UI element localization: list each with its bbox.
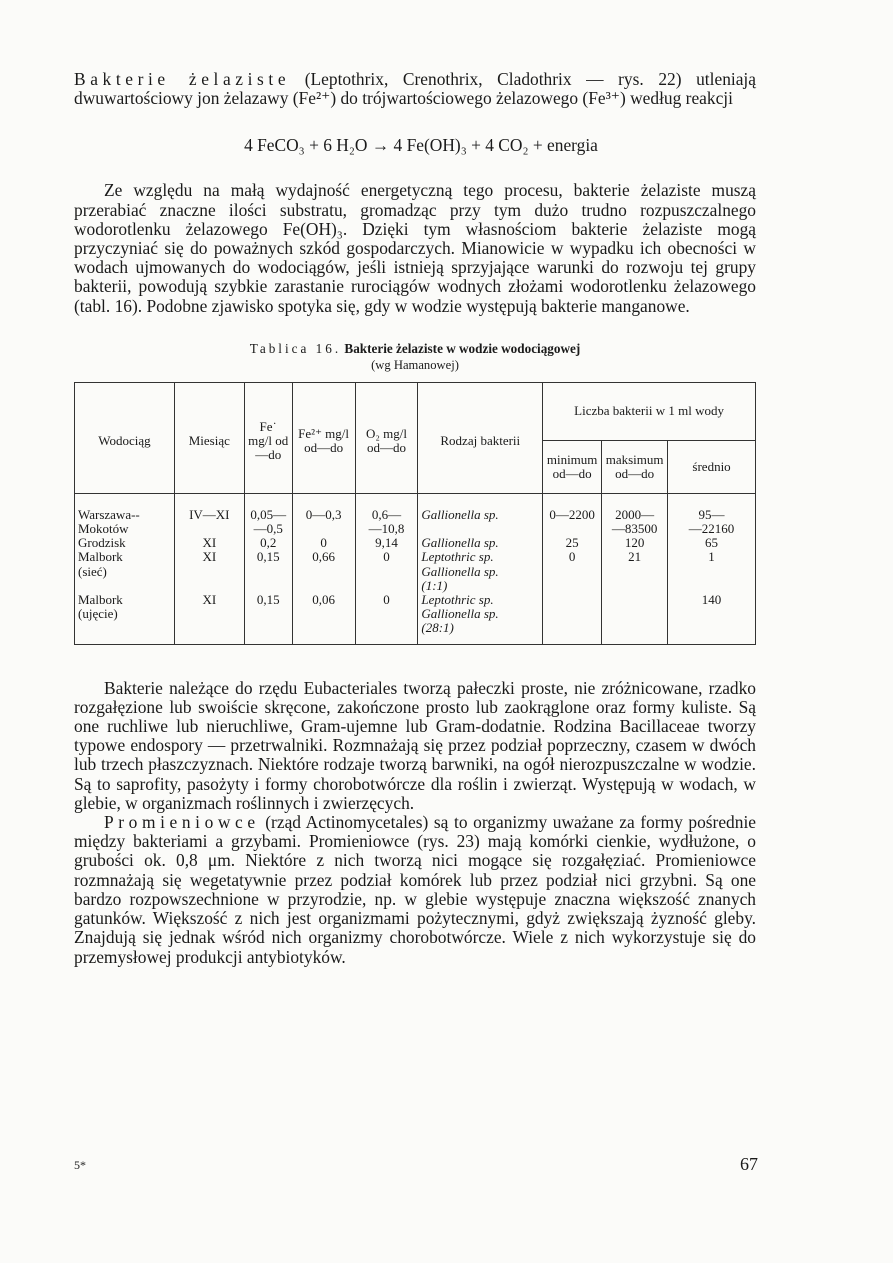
header-liczba: Liczba bakterii w 1 ml wody (543, 382, 756, 440)
signature-mark: 5* (74, 1158, 86, 1172)
cell-fe2: 0,66 (292, 550, 355, 593)
cell-fe: 0,15 (244, 550, 292, 593)
cell-wod: Malbork (sieć) (75, 550, 175, 593)
paragraph-eubacteriales: Bakterie należące do rzędu Eubacteriales tworzą pałeczki proste, nie zróżnicowane, rzadko rozgałęzione lub swoiście skręcone, zakończone prosto lub zaokrąglone oraz formy kuliste. Są one ruchliwe lub nieruchliwe, Gram-ujemne lub Gram-dodatnie. Rodzina Bacillaceae tworzy typowe endospory — przetrwalniki. Rozmnażają się przez podział poprzeczny, czasem w dwóch lub trzech płaszczyznach. Niektóre rodzaje tworzą barwniki, na ogół nierozpuszczalne w wodzie. Są to saprofity, pasożyty i formy chorobotwórcze dla roślin i zwierząt. Występują w wodach, w glebie, w organizmach roślinnych i zwierzęcych. (74, 677, 756, 813)
table-row (75, 550, 756, 593)
cell-sr: 140 (668, 593, 756, 644)
header-max: maksimum od—do (602, 440, 668, 493)
cell-wod: Grodzisk (75, 536, 175, 550)
cell-fe2: 0—0,3 (292, 493, 355, 536)
paragraph-iron-bacteria: Bakterie żelaziste (Leptothrix, Crenothrix, Cladothrix — rys. 22) utleniają dwuwartościowy jon żelazawy (Fe²⁺) do trójwartościowego żelazowego (Fe³⁺) według reakcji (74, 69, 756, 109)
table-row (75, 593, 756, 644)
cell-rodz: Leptothric sp. Gallionella sp. (1:1) (418, 550, 543, 593)
cell-rodz: Leptothric sp. Gallionella sp. (28:1) (418, 593, 543, 644)
table-subtitle: (wg Hamanowej) (371, 357, 459, 372)
cell-fe: 0,15 (244, 593, 292, 644)
header-min: minimum od—do (543, 440, 602, 493)
table-row (75, 493, 756, 536)
cell-o2: 0 (355, 550, 418, 593)
page-footer (74, 1154, 758, 1174)
cell-max: 21 (602, 550, 668, 593)
cell-min: 25 (543, 536, 602, 550)
cell-o2: 0,6— —10,8 (355, 493, 418, 536)
cell-max: 120 (602, 536, 668, 550)
header-fe2: Fe²⁺ mg/l od—do (292, 382, 355, 493)
cell-max (602, 593, 668, 644)
cell-o2: 9,14 (355, 536, 418, 550)
cell-fe2: 0 (292, 536, 355, 550)
header-fe: Fe˙ mg/l od—do (244, 382, 292, 493)
page-content (74, 70, 756, 967)
cell-min: 0 (543, 550, 602, 593)
cell-mies: XI (174, 536, 244, 550)
header-rodzaj: Rodzaj bakterii (418, 382, 543, 493)
header-sred: średnio (668, 440, 756, 493)
header-o2: O₂ mg/l od—do (355, 382, 418, 493)
paragraph-energy: Ze względu na małą wydajność energetyczną tego procesu, bakterie żelaziste muszą przerabiać znaczne ilości substratu, gromadząc przy tym dużo trudno rozpuszczalnego wodorotlenku żelazowego Fe(OH)₃. Dzięki tym własnościom bakterie żelaziste mogą przyczyniać się do poważnych szkód gospodarczych. Mianowicie w wypadku ich obecności w wodach ujmowanych do wodociągów, jeśli istnieją sprzyjające warunki do rozwoju tej grupy bakterii, powodują szybkie zarastanie rurociągów wodnych złożami wodorotlenku żelazowego (tabl. 16). Podobne zjawisko spotyka się, gdy w wodzie występują bakterie manganowe. (74, 180, 756, 316)
cell-fe: 0,2 (244, 536, 292, 550)
cell-rodz: Gallionella sp. (418, 493, 543, 536)
cell-sr: 1 (668, 550, 756, 593)
cell-mies: IV—XI (174, 493, 244, 536)
cell-wod: Malbork (ujęcie) (75, 593, 175, 644)
cell-mies: XI (174, 593, 244, 644)
page-number: 67 (740, 1154, 758, 1174)
cell-min: 0—2200 (543, 493, 602, 536)
cell-min (543, 593, 602, 644)
header-wodociag: Wodociąg (75, 382, 175, 493)
cell-o2: 0 (355, 593, 418, 644)
cell-sr: 65 (668, 536, 756, 550)
cell-max: 2000— —83500 (602, 493, 668, 536)
header-miesiac: Miesiąc (174, 382, 244, 493)
bacteria-table (74, 382, 756, 645)
term-iron-bacteria: Bakterie żelaziste (74, 69, 291, 89)
term-promieniowce: Promieniowce (104, 812, 260, 833)
cell-rodz: Gallionella sp. (418, 536, 543, 550)
cell-sr: 95— —22160 (668, 493, 756, 536)
cell-wod: Warszawa--Mokotów (75, 493, 175, 536)
cell-fe: 0,05— —0,5 (244, 493, 292, 536)
table-caption: Tablica 16. Bakterie żelaziste w wodzie wodociągowej (249, 340, 581, 356)
table-row (75, 536, 756, 550)
paragraph-actinomycetes: Promieniowce (rząd Actinomycetales) są to organizmy uważane za formy pośrednie między bakteriami a grzybami. Promieniowce (rys. 23) mają komórki cienkie, wydłużone, o grubości ok. 0,8 μm. Niektóre z nich tworzą nici mogące się rozgałęziać. Promieniowce rozmnażają się wegetatywnie przez podział komórek lub przez podział nici grzybni. Są one bardzo rozpowszechnione w przyrodzie, np. w glebie występuje znaczna większość znanych gatunków. Większość z nich jest organizmami pożytecznymi, gdyż zwiększają żyzność gleby. Znajdują się jednak wśród nich organizmy chorobotwórcze. Wiele z nich wykorzystuje się do przemysłowej produkcji antybiotyków. (74, 812, 756, 967)
cell-fe2: 0,06 (292, 593, 355, 644)
reaction-equation: 4 FeCO₃ + 6 H₂O → 4 Fe(OH)₃ + 4 CO₂ + energia (244, 135, 598, 156)
cell-mies: XI (174, 550, 244, 593)
